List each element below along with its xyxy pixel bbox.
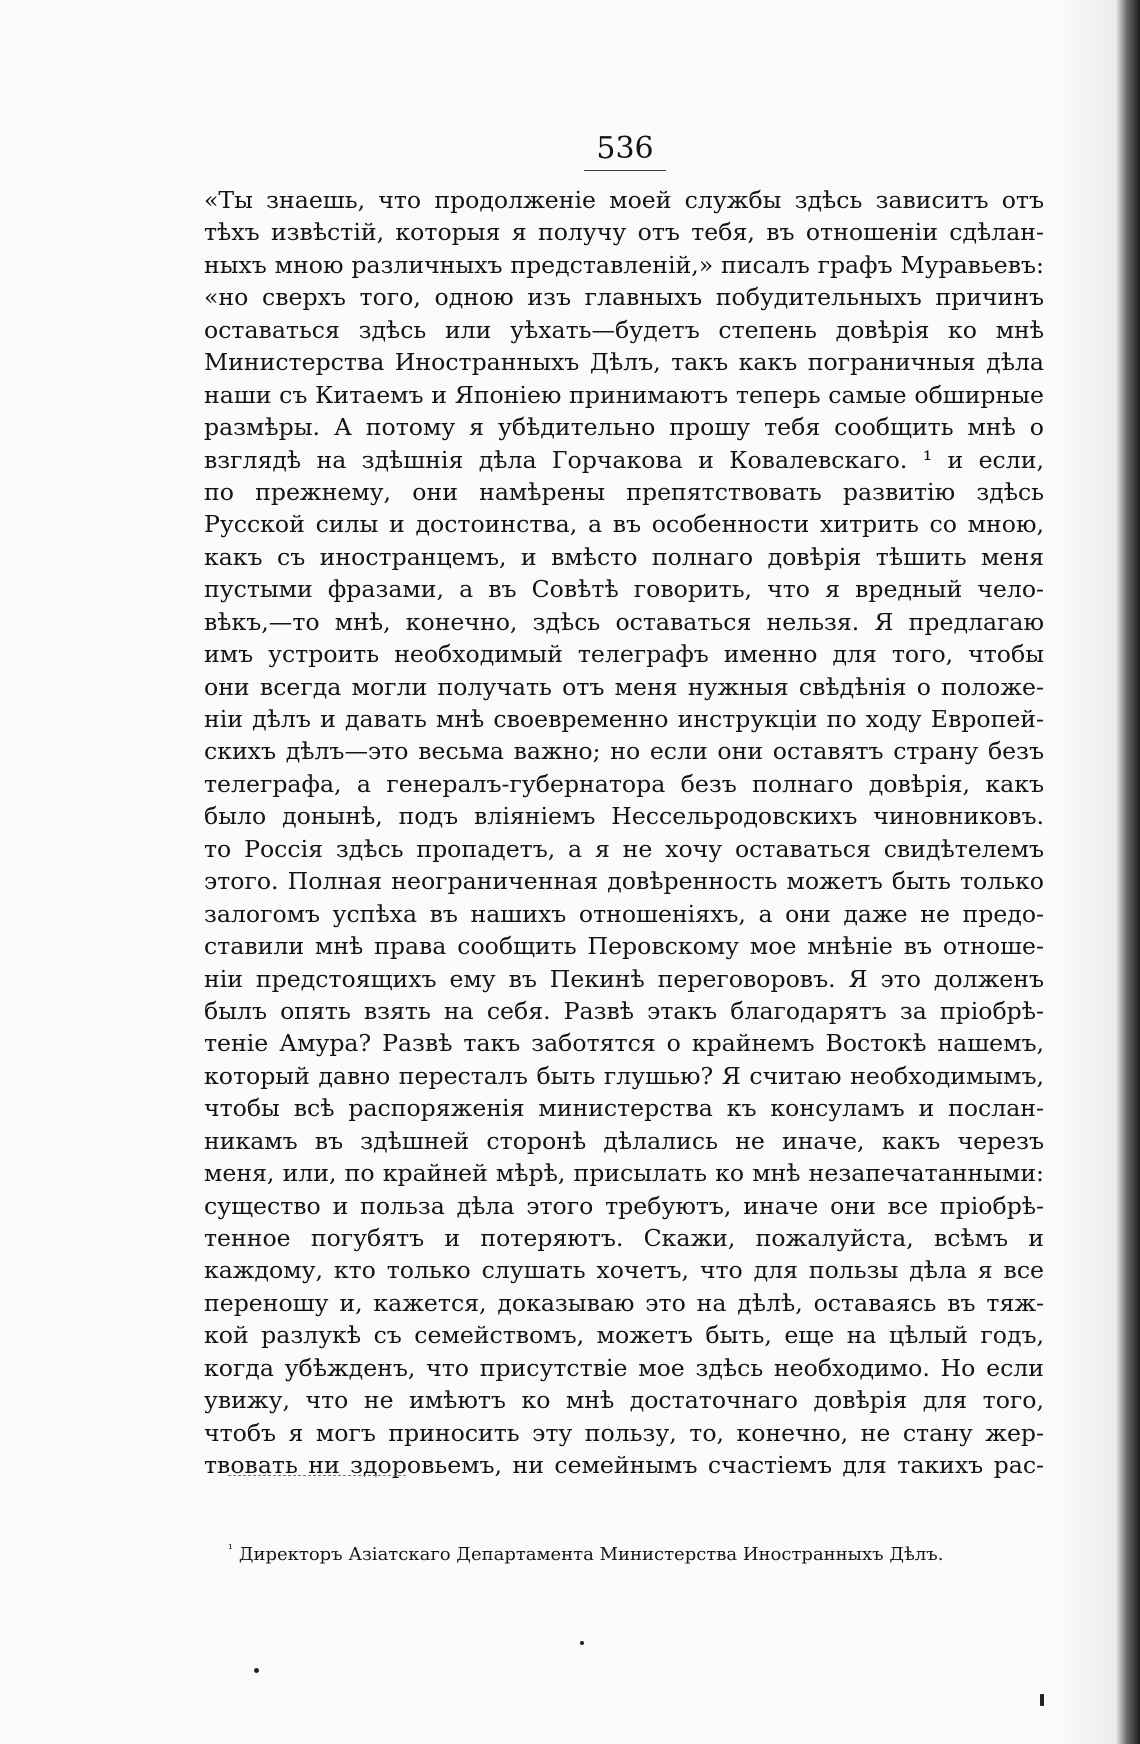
scan-speck (1040, 1694, 1044, 1706)
scan-speck (580, 1641, 584, 1645)
text-line: увижу, что не имѣютъ ко мнѣ достаточнаго довѣрія для того, (204, 1386, 1044, 1415)
footnote-mark: ¹ (228, 1542, 233, 1556)
page-number-rule (584, 170, 666, 171)
text-line: былъ опять взять на себя. Развѣ этакъ благодарятъ за пріобрѣ- (204, 996, 1044, 1025)
footnote-text: Директоръ Азіатскаго Департамента Министерства Иностранныхъ Дѣлъ. (238, 1544, 944, 1565)
text-line: наши съ Китаемъ и Японіею принимаютъ теперь самые обширные (204, 380, 1044, 409)
text-line: каждому, кто только слушать хочетъ, что для пользы дѣла я все (204, 1256, 1044, 1285)
text-line: они всегда могли получать отъ меня нужныя свѣдѣнія о положе- (204, 672, 1044, 701)
footnote-divider (228, 1475, 406, 1477)
text-line: взглядѣ на здѣшнія дѣла Горчакова и Ковалевскаго. ¹ и если, (204, 445, 1044, 474)
text-line: этого. Полная неограниченная довѣренность можетъ быть только (204, 867, 1044, 896)
text-line: никамъ въ здѣшней сторонѣ дѣлались не иначе, какъ черезъ (204, 1126, 1044, 1155)
book-binding-edge (1116, 0, 1140, 1744)
text-line: меня, или, по крайней мѣрѣ, присылать ко мнѣ незапечатанными: (204, 1159, 1044, 1188)
scan-speck (254, 1668, 259, 1673)
text-line: оставаться здѣсь или уѣхать—будетъ степень довѣрія ко мнѣ (204, 315, 1044, 344)
text-line: было донынѣ, подъ вліяніемъ Нессельродовскихъ чиновниковъ. (204, 802, 1044, 831)
text-line: тѣхъ извѣстій, которыя я получу отъ тебя, въ отношеніи сдѣлан- (204, 218, 1044, 247)
text-line: переношу и, кажется, доказываю это на дѣлѣ, оставаясь въ тяж- (204, 1288, 1044, 1317)
text-line: «Ты знаешь, что продолженіе моей службы здѣсь зависитъ отъ (204, 186, 1044, 214)
text-line: ныхъ мною различныхъ представленій,» писалъ графъ Муравьевъ: (204, 250, 1044, 279)
text-line: Министерства Иностранныхъ Дѣлъ, такъ какъ пограничныя дѣла (204, 348, 1044, 377)
text-line: существо и польза дѣла этого требуютъ, иначе они все пріобрѣ- (204, 1191, 1044, 1220)
text-line: «но сверхъ того, одною изъ главныхъ побудительныхъ причинъ (204, 283, 1044, 312)
text-line: вѣкъ,—то мнѣ, конечно, здѣсь оставаться нельзя. Я предлагаю (204, 607, 1044, 636)
text-line: размѣры. А потому я убѣдительно прошу тебя сообщить мнѣ о (204, 413, 1044, 442)
text-line: чтобы всѣ распоряженія министерства къ консуламъ и послан- (204, 1094, 1044, 1123)
text-line: по прежнему, они намѣрены препятствовать развитію здѣсь (204, 477, 1044, 506)
binding-shadow (1056, 0, 1116, 1744)
text-line: телеграфа, а генералъ-губернатора безъ полнаго довѣрія, какъ (204, 769, 1044, 798)
text-line: который давно пересталъ быть глушью? Я считаю необходимымъ, (204, 1061, 1044, 1090)
page-number: 536 (596, 131, 654, 166)
text-line: пустыми фразами, а въ Совѣтѣ говорить, что я вредный чело- (204, 575, 1044, 604)
text-line: кой разлукѣ съ семействомъ, можетъ быть, еще на цѣлый годъ, (204, 1321, 1044, 1350)
text-line: тенное погубятъ и потеряютъ. Скажи, пожалуйста, всѣмъ и (204, 1224, 1044, 1252)
footnote (228, 1537, 968, 1567)
text-line: имъ устроить необходимый телеграфъ именно для того, чтобы (204, 640, 1044, 669)
body-text (204, 184, 1044, 1482)
text-line: какъ съ иностранцемъ, и вмѣсто полнаго довѣрія тѣшить меня (204, 542, 1044, 571)
text-line: скихъ дѣлъ—это весьма важно; но если они оставятъ страну безъ (204, 737, 1044, 766)
text-line: когда убѣжденъ, что присутствіе мое здѣсь необходимо. Но если (204, 1353, 1044, 1382)
text-line: ставили мнѣ права сообщить Перовскому мое мнѣніе въ отноше- (204, 932, 1044, 961)
text-line: ніи предстоящихъ ему въ Пекинѣ переговоровъ. Я это долженъ (204, 964, 1044, 993)
text-line: твовать ни здоровьемъ, ни семейнымъ счастіемъ для такихъ рас- (204, 1451, 1044, 1480)
text-line: ніи дѣлъ и давать мнѣ своевременно инструкціи по ходу Европей- (204, 705, 1044, 733)
text-line: залогомъ успѣха въ нашихъ отношеніяхъ, а они даже не предо- (204, 899, 1044, 928)
text-line: чтобъ я могъ приносить эту пользу, то, конечно, не стану жер- (204, 1418, 1044, 1447)
text-line: теніе Амура? Развѣ такъ заботятся о крайнемъ Востокѣ нашемъ, (204, 1029, 1044, 1058)
text-line: то Россія здѣсь пропадетъ, а я не хочу оставаться свидѣтелемъ (204, 834, 1044, 863)
text-line: Русской силы и достоинства, а въ особенности хитрить со мною, (204, 510, 1044, 539)
